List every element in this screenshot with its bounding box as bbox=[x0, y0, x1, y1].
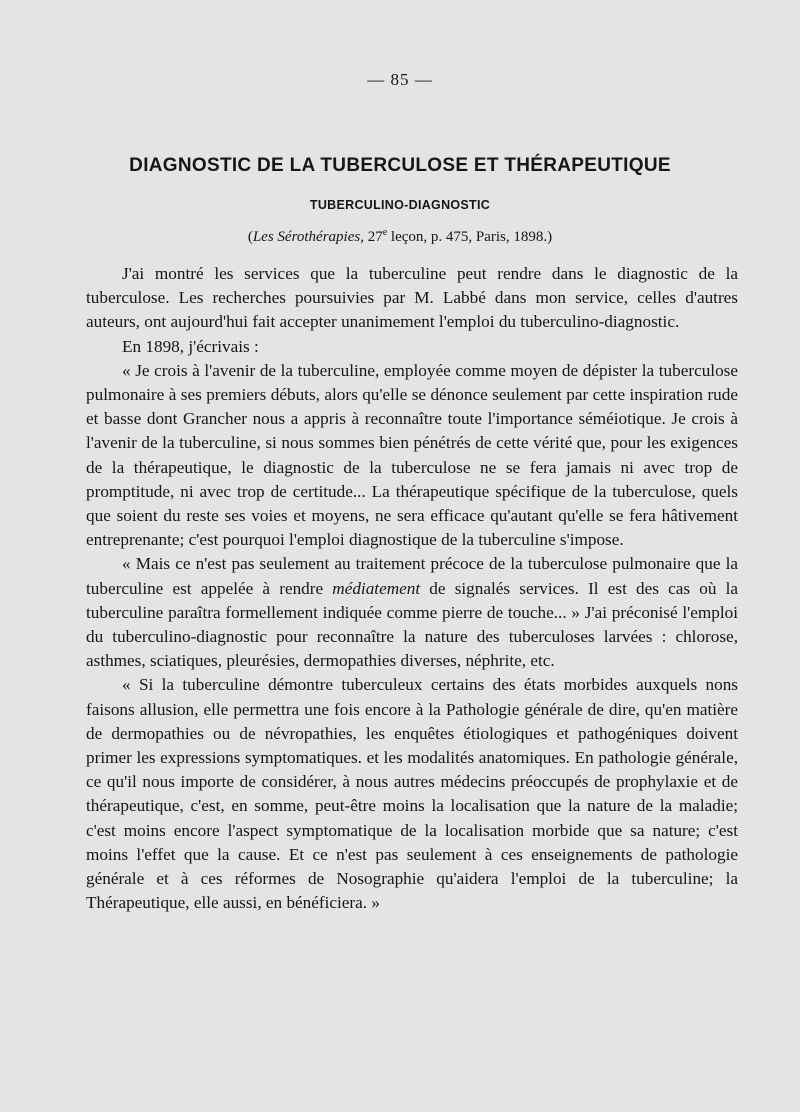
citation-rest: leçon, p. 475, Paris, 1898.) bbox=[387, 229, 553, 245]
paragraph-1: J'ai montré les services que la tuberculine peut rendre dans le diagnostic de la tuberculose. Les recherches poursuivies par M. Labbé dans mon service, celles d'autres auteurs, ont aujourd'hui fait accepter unanimement l'emploi du tuberculino-diagnostic. bbox=[86, 264, 738, 332]
paragraph-2: En 1898, j'écrivais : bbox=[122, 336, 259, 356]
section-subtitle: TUBERCULINO-DIAGNOSTIC bbox=[309, 198, 491, 212]
page-number: — 85 — bbox=[367, 70, 433, 89]
paragraph-5: « Si la tuberculine démontre tuberculeux certains des états morbides auxquels nons faisons allusion, elle permettra une fois encore à la Pathologie générale de dire, qu'en matière de dermopathies ou de névropathies, les enquêtes étiologiques et pathogéniques doivent primer les expressions symptomatiques. et les modalités anatomiques. En pathologie générale, ce qu'il nous importe de considérer, à nous autres médecins préoccupés de prophylaxie et de thérapeutique, c'est, en somme, peut-être moins la localisation que la nature de la maladie; c'est moins encore l'aspect symptomatique de la localisation morbide que sa nature; c'est moins l'effet que la cause. Et ce n'est pas seulement à ces enseignements de pathologie générale et à ces réformes de Nosographie qu'aidera l'emploi de la tuberculine; la Thérapeutique, elle aussi, en bénéficiera. » bbox=[86, 675, 738, 913]
citation-lesson-suffix: e bbox=[382, 227, 388, 238]
paragraph-4-emphasis: médiatement bbox=[332, 578, 421, 598]
paragraph-4-part-a: « Mais ce n'est pas seulement au traitement précoce de la tuberculose pulmonaire que la tuberculine est appelée à rendre bbox=[86, 554, 738, 598]
paragraph-4-part-b: de signalés services. Il est des cas où la tuberculine paraîtra formellement indiquée comme pierre de touche... » J'ai préconisé l'emploi du tuberculino-diagnostic pour reconnaître la nature des tuberculoses larvées : chlorose, asthmes, sciatiques, pleurésies, dermopathies diverses, néphrite, etc. bbox=[86, 578, 738, 671]
chapter-title: DIAGNOSTIC DE LA TUBERCULOSE ET THÉRAPEUTIQUE bbox=[129, 155, 671, 176]
paragraph-3: « Je crois à l'avenir de la tuberculine, employée comme moyen de dépister la tuberculose pulmonaire à ses premiers débuts, alors qu'elle se dénonce seulement par cette inspiration rude et basse dont Grancher nous a appris à reconnaître toute l'importance séméiotique. Je crois à l'avenir de la tuberculine, si nous sommes bien pénétrés de cette vérité que, pour les exigences de la thérapeutique, le diagnostic de la tuberculose ne se fera jamais ni avec trop de promptitude, ni avec trop de certitude... La thérapeutique spécifique de la tuberculose, quels que soient du reste ses voies et moyens, ne sera efficace qu'autant qu'elle se fera hâtivement entreprenante; c'est pourquoi l'emploi diagnostique de la tuberculine s'impose. bbox=[86, 360, 738, 550]
source-citation bbox=[0, 227, 800, 246]
citation-work: Les Sérothérapies, bbox=[252, 229, 364, 245]
body-text bbox=[86, 262, 738, 915]
citation-open: ( bbox=[247, 229, 253, 245]
paragraph-4 bbox=[86, 552, 738, 673]
citation-lesson: 27 bbox=[363, 229, 383, 245]
